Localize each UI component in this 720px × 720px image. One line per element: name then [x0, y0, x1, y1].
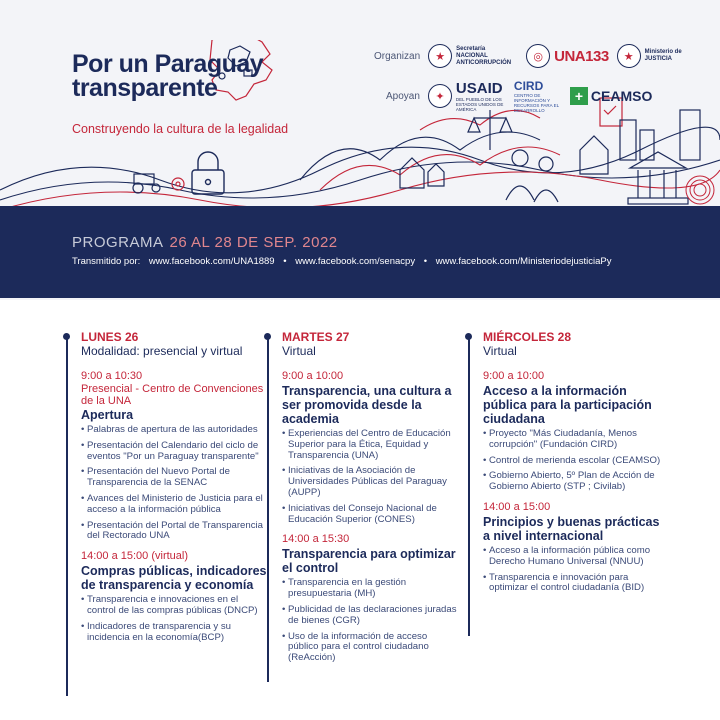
- timeline-dot: [465, 333, 472, 340]
- stream-info: [72, 256, 618, 267]
- program-label: PROGRAMA: [72, 234, 164, 251]
- separator: •: [423, 256, 428, 267]
- session-items: [81, 425, 267, 542]
- session-time: 9:00 a 10:30: [81, 370, 143, 382]
- session-items: [282, 429, 458, 525]
- timeline-rail: [267, 336, 269, 682]
- day-title: LUNES 26: [81, 330, 139, 344]
- timeline-rail: [468, 336, 470, 636]
- organizer-una: [526, 44, 609, 68]
- list-item: • Proyecto "Más Ciudadanía, Menos corrupción" (Fundación CIRD): [483, 429, 664, 451]
- session-title: Transparencia, una cultura a ser promovida desde la academia: [282, 384, 452, 426]
- scales-icon: [468, 110, 512, 150]
- session: [72, 370, 267, 542]
- session-items: [282, 578, 458, 664]
- list-item: • Presentación del Nuevo Portal de Transparencia de la SENAC: [81, 467, 267, 489]
- session-items: [81, 595, 267, 643]
- timeline-rail: [66, 336, 68, 696]
- list-item: • Transparencia e innovaciones en el control de las compras públicas (DNCP): [81, 595, 267, 617]
- session-time: 14:00 a 15:30: [282, 533, 350, 546]
- supporter-cird: [514, 79, 562, 113]
- stream-label: Transmitido por:: [72, 256, 141, 267]
- day-column-martes: [273, 330, 458, 672]
- ceamso-logo-icon: +: [570, 87, 588, 105]
- session-time: 14:00 a 15:00 (virtual): [81, 550, 189, 563]
- fingerprint-icon: [686, 176, 714, 204]
- session-title: Transparencia para optimizar el control: [282, 547, 456, 576]
- list-item: • Palabras de apertura de las autoridades: [81, 425, 267, 436]
- organizer-justicia: [617, 44, 693, 68]
- timeline-dot: [264, 333, 271, 340]
- supporter-usaid: [428, 80, 506, 112]
- list-item: • Avances del Ministerio de Justicia para el acceso a la información pública: [81, 494, 267, 516]
- timeline-dot: [63, 333, 70, 340]
- supporters-label: Apoyan: [386, 90, 420, 102]
- program-schedule: [0, 300, 720, 720]
- supporter-ceamso: [570, 87, 652, 105]
- event-title: Por un Paraguay transparente: [72, 50, 264, 102]
- list-item: • Experiencias del Centro de Educación Superior para la Ética, Equidad y Transparencia (UNA): [282, 429, 458, 461]
- list-item: • Iniciativas del Consejo Nacional de Educación Superior (CONES): [282, 504, 458, 526]
- list-item: • Control de merienda escolar (CEAMSO): [483, 456, 664, 467]
- stream-link[interactable]: www.facebook.com/UNA1889: [148, 256, 275, 267]
- session-title: Principios y buenas prácticas a nivel internacional: [483, 514, 660, 543]
- stream-link[interactable]: www.facebook.com/senacpy: [295, 256, 416, 267]
- gear-icon: [172, 178, 184, 190]
- padlock-icon: [192, 152, 224, 194]
- list-item: • Uso de la información de acceso público para el control ciudadano (ReAcción): [282, 632, 458, 664]
- session-items: [483, 429, 664, 493]
- usaid-seal-icon: ✦: [428, 84, 452, 108]
- program-band: [0, 206, 720, 298]
- separator: •: [283, 256, 287, 267]
- day-title: MIÉRCOLES 28: [483, 330, 572, 344]
- session-place: Presencial - Centro de Convenciones de la UNA: [81, 383, 264, 407]
- list-item: • Transparencia en la gestión presupuestaria (MH): [282, 578, 458, 600]
- session-title: Apertura: [81, 408, 134, 422]
- organizer-una-name: UNA133: [554, 47, 609, 65]
- supporter-cird-name: CIRD: [513, 79, 544, 93]
- session-time: 9:00 a 10:00: [282, 370, 344, 382]
- list-item: • Indicadores de transparencia y su incidencia en la economía(BCP): [81, 622, 267, 644]
- list-item: • Acceso a la información pública como Derecho Humano Universal (NNUU): [483, 546, 664, 568]
- organizer-senac-name: Secretaría NACIONAL ANTICORRUPCIÓN: [456, 45, 512, 66]
- session-items: [483, 546, 664, 594]
- day-column-miercoles: [474, 330, 664, 602]
- day-column-lunes: [72, 330, 267, 651]
- session: [273, 370, 458, 525]
- list-item: • Transparencia e innovación para optimizar el control ciudadanía (BID): [483, 573, 664, 595]
- supporter-usaid-sub: DEL PUEBLO DE LOS ESTADOS UNIDOS DE AMÉRICA: [455, 97, 504, 112]
- session-time: 14:00 a 15:00: [483, 500, 551, 513]
- una-seal-icon: ◎: [526, 44, 550, 68]
- session: [273, 533, 458, 664]
- organizer-senac: [428, 44, 518, 68]
- government-building-icon: [628, 152, 688, 204]
- houses-icon: [400, 136, 608, 188]
- stream-link[interactable]: www.facebook.com/MinisteriodejusticiaPy: [435, 256, 612, 267]
- list-item: • Gobierno Abierto, 5º Plan de Acción de Gobierno Abierto (STP ; Civilab): [483, 471, 664, 493]
- session-title: Acceso a la información pública para la participación ciudadana: [483, 384, 652, 426]
- session: [474, 501, 664, 594]
- organizers-label: Organizan: [374, 50, 421, 62]
- day-mode: Modalidad: presencial y virtual: [81, 344, 243, 358]
- session: [72, 550, 267, 643]
- organizer-justicia-name: Ministerio de JUSTICIA: [644, 49, 682, 62]
- organizers-row: [374, 44, 693, 68]
- day-title: MARTES 27: [282, 330, 350, 344]
- list-item: • Publicidad de las declaraciones juradas de bienes (CGR): [282, 605, 458, 627]
- people-icon: [506, 150, 558, 202]
- list-item: • Iniciativas de la Asociación de Universidades Públicas del Paraguay (AUPP): [282, 466, 458, 498]
- list-item: • Presentación del Calendario del ciclo de eventos "Por un Paraguay transparente": [81, 441, 267, 463]
- tractor-icon: [133, 174, 160, 193]
- seal-icon: ★: [617, 44, 641, 68]
- seal-icon: ★: [428, 44, 452, 68]
- session-title: Compras públicas, indicadores de transparencia y economía: [81, 564, 267, 593]
- supporter-usaid-name: USAID: [455, 80, 503, 97]
- session-time: 9:00 a 10:00: [483, 370, 545, 382]
- list-item: • Presentación del Portal de Transparencia del Rectorado UNA: [81, 521, 267, 543]
- supporter-cird-sub: CENTRO DE INFORMACIÓN Y RECURSOS PARA EL DESARROLLO: [513, 93, 559, 113]
- supporters-row: [386, 79, 652, 113]
- day-mode: Virtual: [282, 344, 316, 358]
- supporter-ceamso-name: CEAMSO: [590, 88, 653, 104]
- session: [474, 370, 664, 493]
- program-heading: [72, 234, 338, 251]
- event-subtitle: Construyendo la cultura de la legalidad: [72, 122, 289, 136]
- day-mode: Virtual: [483, 344, 517, 358]
- program-dates: 26 AL 28 DE SEP. 2022: [169, 234, 338, 251]
